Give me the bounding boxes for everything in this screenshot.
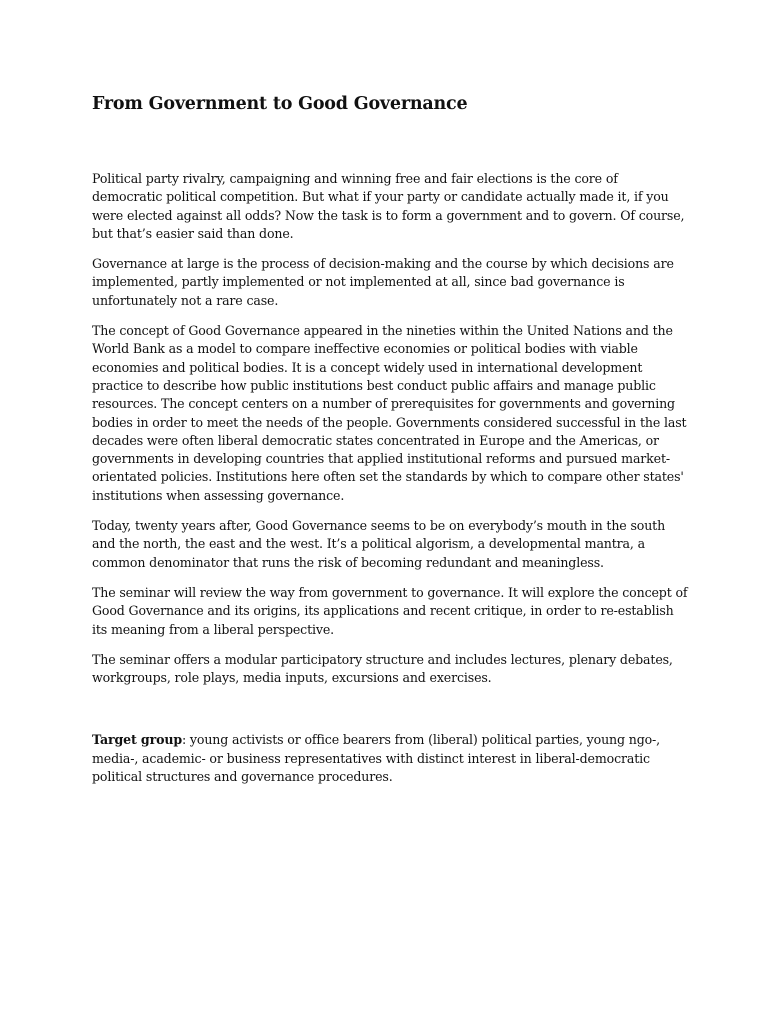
document-title: From Government to Good Governance (92, 94, 468, 114)
paragraph-intro: Political party rivalry, campaigning and winning free and fair elections is the core of democratic political competition. But what if your party or candidate actually made it, if you were elected against all odds? Now the task is to form a government and to govern. Of course, but that’s easier said than done. (92, 171, 685, 241)
target-group-paragraph (92, 731, 688, 786)
paragraph-concept: The concept of Good Governance appeared in the nineties within the United Nations and the World Bank as a model to compare ineffective economies or political bodies with viable economies and political bodies. It is a concept widely used in international development practice to describe how public institutions best conduct public affairs and manage public resources. The concept centers on a number of prerequisites for governments and governing bodies in order to meet the needs of the people. Governments considered successful in the last decades were often liberal democratic states concentrated in Europe and the Americas, or governments in developing countries that applied institutional reforms and pursued market-orientated policies. Institutions here often set the standards by which to compare other states' institutions when assessing governance. (92, 323, 687, 503)
target-group-text: young activists or office bearers from (liberal) political parties, young ngo-, media-, academic- or business representatives with distinct interest in liberal-democratic political structures and governance procedures. (92, 732, 661, 785)
target-group-label: Target group (92, 732, 182, 748)
section-spacer (92, 699, 688, 731)
target-group-separator: : (181, 732, 187, 748)
paragraph-governance: Governance at large is the process of decision-making and the course by which decisions are implemented, partly implemented or not implemented at all, since bad governance is unfortunately not a rare case. (92, 256, 674, 308)
paragraph-seminar-review: The seminar will review the way from government to governance. It will explore the concept of Good Governance and its origins, its applications and recent critique, in order to re-establish its meaning from a liberal perspective. (92, 584, 688, 637)
paragraph-today: Today, twenty years after, Good Governance seems to be on everybody’s mouth in the south and the north, the east and the west. It’s a political algorism, a developmental mantra, a common denominator that runs the risk of becoming redundant and meaningless. (92, 518, 666, 570)
document-page (92, 90, 688, 798)
paragraph-seminar-structure: The seminar offers a modular participatory structure and includes lectures, plenary debates, workgroups, role plays, media inputs, excursions and exercises. (92, 651, 673, 686)
